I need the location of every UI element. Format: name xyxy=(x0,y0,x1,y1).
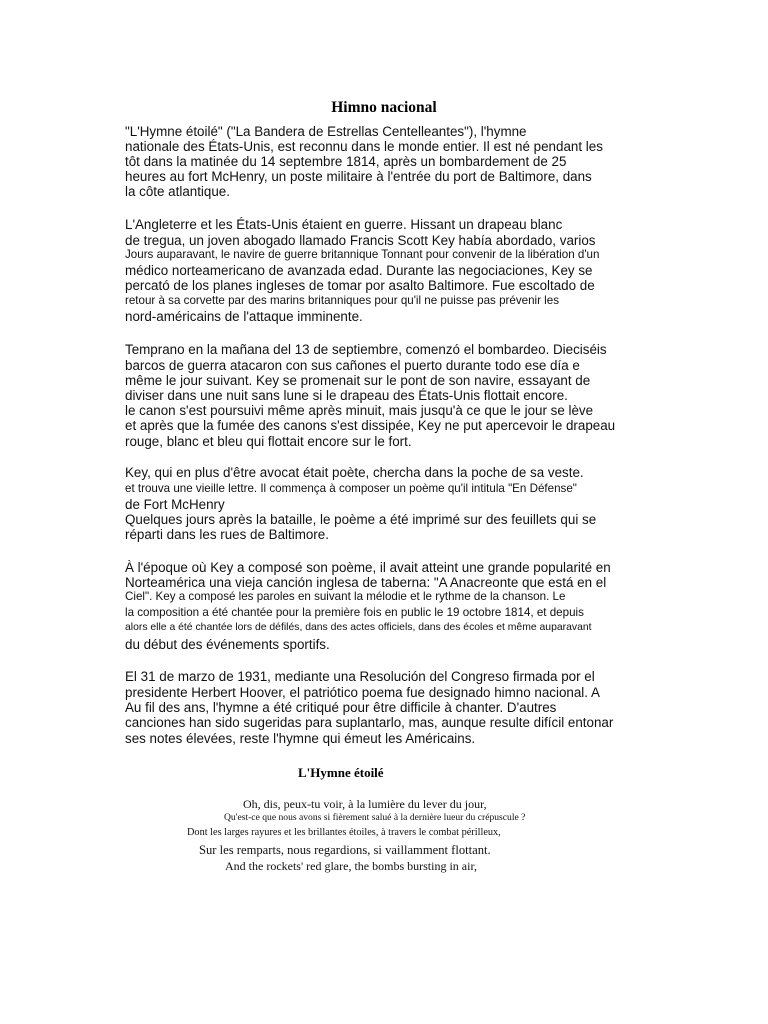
text-line: le canon s'est poursuivi même après minuit, mais jusqu'à ce que le jour se lève xyxy=(125,403,594,418)
poem-line: Dont les larges rayures et les brillantes étoiles, à travers le combat périlleux, xyxy=(187,827,501,838)
text-line: Jours auparavant, le navire de guerre britannique Tonnant pour convenir de la libération d'un xyxy=(125,248,600,261)
text-line: barcos de guerra atacaron con sus cañones el puerto durante todo ese día e xyxy=(125,358,580,373)
text-line: réparti dans les rues de Baltimore. xyxy=(125,527,329,542)
text-line: L'Angleterre et les États-Unis étaient en guerre. Hissant un drapeau blanc xyxy=(125,217,563,232)
text-line: la composition a été chantée pour la première fois en public le 19 octobre 1814, et depuis xyxy=(125,606,584,619)
text-line: Temprano en la mañana del 13 de septiembre, comenzó el bombardeo. Dieciséis xyxy=(125,342,607,357)
text-line: Norteamérica una vieja canción inglesa de taberna: "A Anacreonte que está en el xyxy=(125,575,607,590)
text-line: "L'Hymne étoilé" ("La Bandera de Estrellas Centelleantes"), l'hymne xyxy=(125,124,527,139)
poem-line: And the rockets' red glare, the bombs bursting in air, xyxy=(225,859,477,873)
text-line: nationale des États-Unis, est reconnu dans le monde entier. Il est né pendant les xyxy=(125,139,603,154)
text-line: même le jour suivant. Key se promenait sur le pont de son navire, essayant de xyxy=(125,373,591,388)
text-line: heures au fort McHenry, un poste militaire à l'entrée du port de Baltimore, dans xyxy=(125,169,592,184)
text-line: Au fil des ans, l'hymne a été critiqué pour être difficile à chanter. D'autres xyxy=(125,700,557,715)
text-line: tôt dans la matinée du 14 septembre 1814, après un bombardement de 25 xyxy=(125,154,567,169)
poem-line: Sur les remparts, nous regardions, si vaillamment flottant. xyxy=(199,843,491,857)
text-line: de Fort McHenry xyxy=(125,497,225,512)
text-line: nord-américains de l'attaque imminente. xyxy=(125,309,363,324)
document-title: Himno nacional xyxy=(331,99,437,116)
text-line: diviser dans une nuit sans lune si le drapeau des États-Unis flottait encore. xyxy=(125,388,568,403)
text-line: retour à sa corvette par des marins britanniques pour qu'il ne puisse pas prévenir les xyxy=(125,294,559,307)
text-line: Key, qui en plus d'être avocat était poète, chercha dans la poche de sa veste. xyxy=(125,465,584,480)
text-line: À l'époque où Key a composé son poème, il avait atteint une grande popularité en xyxy=(125,560,611,575)
text-line: la côte atlantique. xyxy=(125,184,230,199)
poem-line: Oh, dis, peux-tu voir, à la lumière du lever du jour, xyxy=(243,797,487,811)
poem-title: L'Hymne étoilé xyxy=(298,765,384,780)
poem-line: Qu'est-ce que nous avons si fièrement salué à la dernière lueur du crépuscule ? xyxy=(224,812,526,823)
text-line: percató de los planes ingleses de tomar por asalto Baltimore. Fue escoltado de xyxy=(125,278,595,293)
text-line: rouge, blanc et bleu qui flottait encore sur le fort. xyxy=(125,434,412,449)
text-line: presidente Herbert Hoover, el patriótico poema fue designado himno nacional. A xyxy=(125,685,600,700)
text-line: Quelques jours après la bataille, le poème a été imprimé sur des feuillets qui se xyxy=(125,512,597,527)
text-line: ses notes élevées, reste l'hymne qui émeut les Américains. xyxy=(125,731,476,746)
text-line: canciones han sido sugeridas para suplantarlo, mas, aunque resulte difícil entonar xyxy=(125,715,614,730)
text-line: alors elle a été chantée lors de défilés, dans des actes officiels, dans des écoles et même auparavant xyxy=(125,622,592,633)
text-line: Ciel". Key a composé les paroles en suivant la mélodie et le rythme de la chanson. Le xyxy=(125,590,566,603)
text-line: de tregua, un joven abogado llamado Francis Scott Key había abordado, varios xyxy=(125,233,596,248)
text-line: et après que la fumée des canons s'est dissipée, Key ne put apercevoir le drapeau xyxy=(125,418,616,433)
text-line: médico norteamericano de avanzada edad. Durante las negociaciones, Key se xyxy=(125,263,593,278)
text-line: et trouva une vieille lettre. Il commença à composer un poème qu'il intitula "En Défense" xyxy=(125,482,577,495)
text-line: El 31 de marzo de 1931, mediante una Resolución del Congreso firmada por el xyxy=(125,669,595,684)
text-line: du début des événements sportifs. xyxy=(125,637,330,652)
